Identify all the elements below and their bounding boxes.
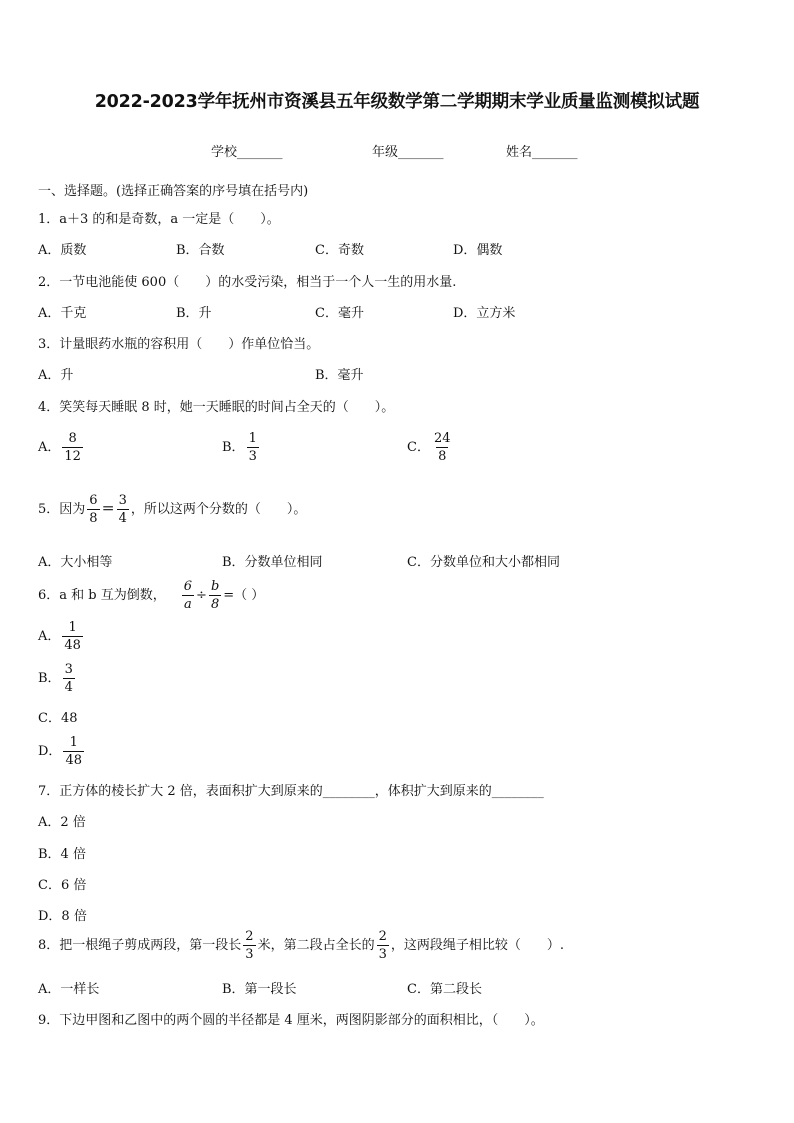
numerator: 1 — [68, 620, 77, 635]
numerator: 6 — [89, 493, 98, 508]
fraction — [117, 494, 129, 525]
numerator: 1 — [69, 735, 78, 750]
fraction — [63, 663, 75, 694]
question-4-option-b[interactable] — [222, 432, 261, 463]
denominator: 48 — [64, 638, 81, 653]
option-label: A． — [38, 629, 61, 644]
question-2-stem: 2．一节电池能使 600（ ）的水受污染，相当于一个人一生的用水量. — [38, 275, 457, 290]
fraction — [62, 621, 83, 652]
question-6-option-c[interactable]: C．48 — [38, 711, 78, 726]
question-4-option-a[interactable] — [38, 432, 85, 463]
question-3-stem: 3．计量眼药水瓶的容积用（ ）作单位恰当。 — [38, 337, 320, 352]
stem-text: =（ ） — [223, 588, 265, 603]
question-7-option-a[interactable]: A．2 倍 — [38, 815, 86, 830]
denominator: 3 — [378, 947, 387, 962]
option-label: D． — [38, 744, 62, 759]
fraction — [209, 580, 221, 611]
question-2-option-c[interactable]: C．毫升 — [315, 306, 364, 321]
numerator: 8 — [68, 431, 77, 446]
question-1-option-d[interactable]: D．偶数 — [453, 243, 503, 258]
question-7-option-c[interactable]: C．6 倍 — [38, 878, 87, 893]
denominator: 4 — [118, 511, 127, 526]
numerator: 2 — [245, 929, 254, 944]
question-2-option-b[interactable]: B．升 — [176, 306, 212, 321]
question-6-option-a[interactable] — [38, 621, 85, 652]
numerator: 24 — [433, 431, 451, 446]
question-5-option-c[interactable]: C．分数单位和大小都相同 — [407, 555, 560, 570]
numerator: 3 — [118, 493, 127, 508]
numerator: 6 — [183, 579, 193, 594]
question-4-stem: 4．笑笑每天睡眠 8 时，她一天睡眠的时间占全天的（ ）。 — [38, 400, 395, 415]
numerator: 2 — [378, 929, 387, 944]
denominator: 8 — [89, 511, 98, 526]
numerator: 3 — [64, 662, 73, 677]
question-2-option-a[interactable]: A．千克 — [38, 306, 87, 321]
denominator: 12 — [64, 449, 81, 464]
question-4-option-c[interactable] — [407, 432, 455, 463]
question-3-option-a[interactable]: A．升 — [38, 368, 74, 383]
question-7-option-d[interactable]: D．8 倍 — [38, 909, 87, 924]
question-6-stem — [38, 580, 264, 611]
stem-text: 米，第二段占全长的 — [257, 938, 375, 953]
question-6-option-b[interactable] — [38, 663, 77, 694]
option-label: B． — [222, 440, 245, 455]
option-label: B． — [38, 671, 61, 686]
fraction — [377, 930, 389, 961]
question-8-stem — [38, 930, 564, 961]
denominator: a — [184, 597, 192, 612]
fraction — [432, 432, 453, 463]
stem-text: ，所以这两个分数的（ ）。 — [130, 502, 307, 517]
question-1-stem: 1．a＋3 的和是奇数，a 一定是（ ）。 — [38, 212, 280, 227]
denominator: 4 — [64, 680, 73, 695]
question-8-option-c[interactable]: C．第二段长 — [407, 982, 482, 997]
question-7-option-b[interactable]: B．4 倍 — [38, 847, 86, 862]
stem-text: ，这两段绳子相比较（ ）. — [390, 938, 564, 953]
question-5-stem — [38, 494, 306, 525]
denominator: 8 — [210, 597, 220, 612]
fraction — [243, 930, 255, 961]
stem-text: 5．因为 — [38, 502, 86, 517]
grade-field: 年级_______ — [372, 145, 444, 160]
question-1-option-b[interactable]: B．合数 — [176, 243, 225, 258]
name-field: 姓名_______ — [506, 145, 578, 160]
fraction — [182, 580, 194, 611]
numerator: 1 — [248, 431, 257, 446]
stem-text: 6．a 和 b 互为倒数， — [38, 588, 166, 603]
stem-text: 8．把一根绳子剪成两段，第一段长 — [38, 938, 242, 953]
question-8-option-b[interactable]: B．第一段长 — [222, 982, 297, 997]
numerator: b — [210, 579, 220, 594]
option-label: C． — [407, 440, 430, 455]
section-heading: 一、选择题。(选择正确答案的序号填在括号内) — [38, 184, 309, 199]
page-title: 2022-2023学年抚州市资溪县五年级数学第二学期期末学业质量监测模拟试题 — [94, 92, 700, 112]
question-5-option-b[interactable]: B．分数单位相同 — [222, 555, 323, 570]
question-1-option-c[interactable]: C．奇数 — [315, 243, 364, 258]
fraction — [62, 432, 83, 463]
denominator: 3 — [245, 947, 254, 962]
denominator: 3 — [248, 449, 257, 464]
fraction — [87, 494, 99, 525]
question-2-option-d[interactable]: D．立方米 — [453, 306, 516, 321]
question-5-option-a[interactable]: A．大小相等 — [38, 555, 113, 570]
divide-sign: ÷ — [196, 588, 207, 603]
question-6-option-d[interactable] — [38, 736, 86, 767]
question-7-stem: 7．正方体的棱长扩大 2 倍，表面积扩大到原来的________，体积扩大到原来的________ — [38, 784, 544, 799]
question-8-option-a[interactable]: A．一样长 — [38, 982, 100, 997]
school-field: 学校_______ — [211, 145, 283, 160]
question-1-option-a[interactable]: A．质数 — [38, 243, 87, 258]
option-label: A． — [38, 440, 61, 455]
question-9-stem: 9．下边甲图和乙图中的两个圆的半径都是 4 厘米，两图阴影部分的面积相比，（ ）。 — [38, 1013, 544, 1028]
equals-sign: ＝ — [101, 502, 115, 517]
fraction — [63, 736, 84, 767]
denominator: 8 — [438, 449, 447, 464]
denominator: 48 — [65, 753, 82, 768]
question-3-option-b[interactable]: B．毫升 — [315, 368, 364, 383]
fraction — [247, 432, 259, 463]
